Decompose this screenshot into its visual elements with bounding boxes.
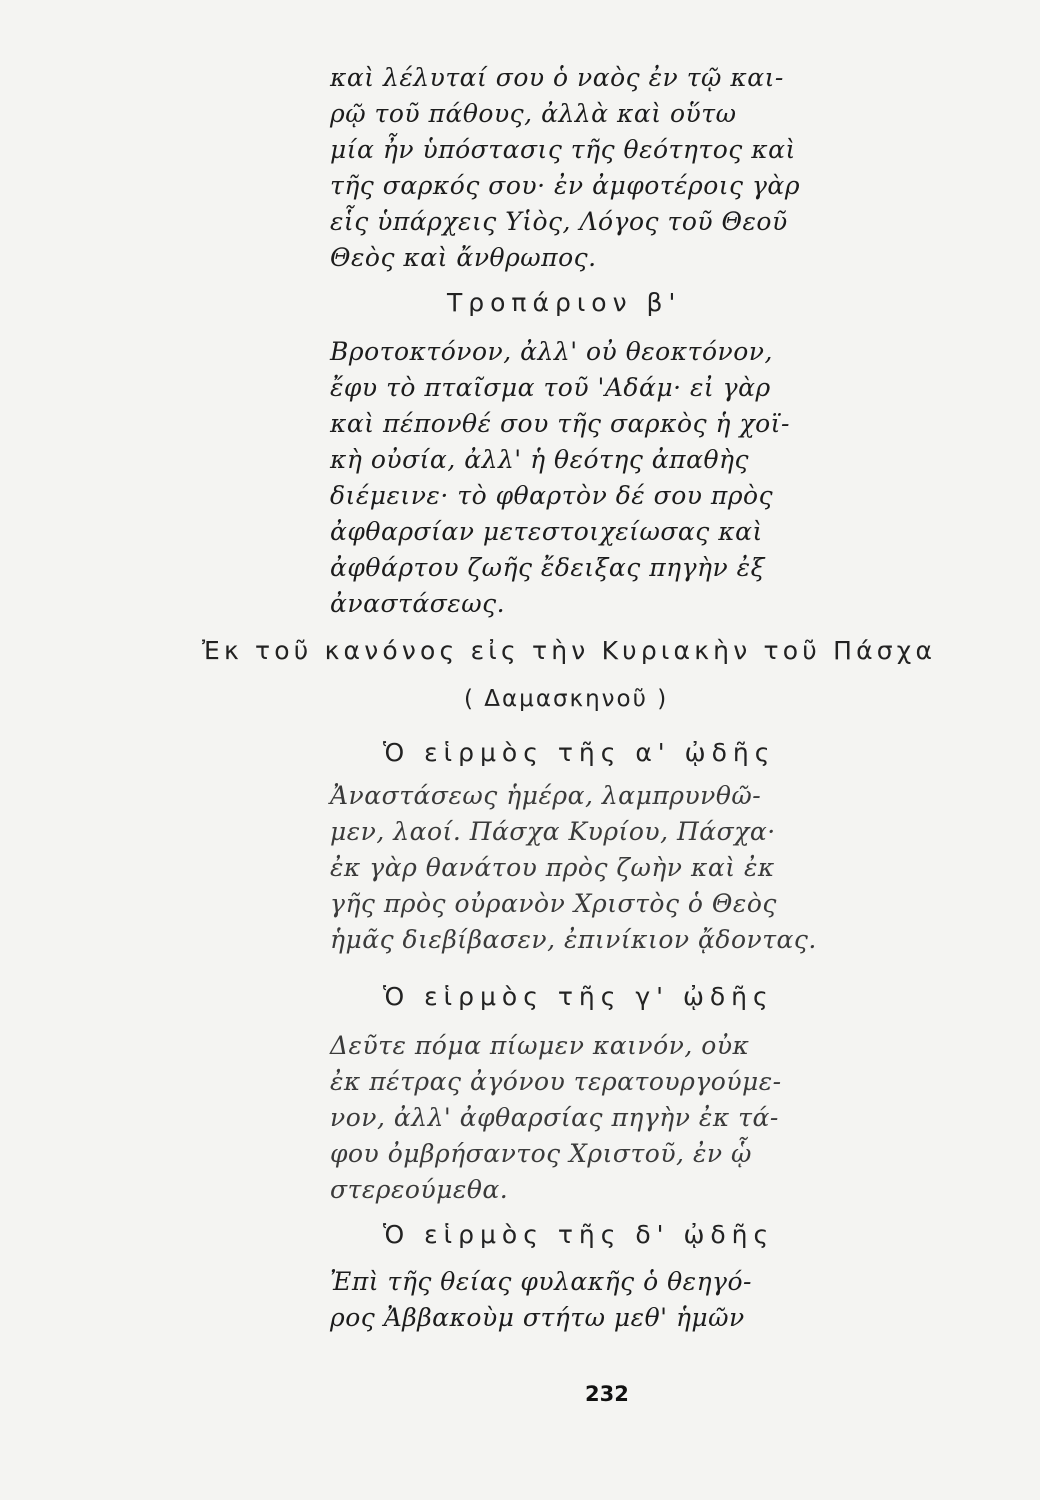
verse-line: μεν, λαοί. Πάσχα Κυρίου, Πάσχα· — [330, 817, 776, 846]
troparion-heading: Τροπάριον β' — [447, 288, 682, 317]
canon-author: ( Δαμασκηνοῦ ) — [464, 686, 669, 712]
stanza-4 — [330, 1028, 800, 1208]
canon-heading: Ἐκ τοῦ κανόνος εἰς τὴν Κυριακὴν τοῦ Πάσχα — [202, 636, 937, 665]
verse-line: ἐκ πέτρας ἀγόνου τερατουργούμε- — [330, 1067, 782, 1096]
stanza-5 — [330, 1264, 800, 1336]
stanza-3-text — [330, 778, 817, 958]
stanza-4-text — [330, 1028, 800, 1208]
verse-line: ρῷ τοῦ πάθους, ἀλλὰ καὶ οὕτω — [330, 99, 737, 128]
verse-line: ἔφυ τὸ πταῖσμα τοῦ 'Αδάμ· εἰ γὰρ — [330, 373, 771, 402]
heirmos-4-heading: Ὁ εἱρμὸς τῆς δ' ᾠδῆς — [383, 1220, 775, 1249]
verse-line: τῆς σαρκός σου· ἐν ἀμφοτέροις γὰρ — [330, 171, 801, 200]
stanza-5-text — [330, 1264, 800, 1336]
verse-line: μία ἦν ὑπόστασις τῆς θεότητος καὶ — [330, 135, 796, 164]
verse-line: Ἐπὶ τῆς θείας φυλακῆς ὁ θεηγό- — [330, 1267, 752, 1296]
stanza-1-text — [330, 60, 800, 276]
verse-line: καὶ πέπονθέ σου τῆς σαρκὸς ἡ χοϊ- — [330, 409, 790, 438]
verse-line: στερεούμεθα. — [330, 1175, 509, 1204]
verse-line: γῆς πρὸς οὐρανὸν Χριστὸς ὁ Θεὸς — [330, 889, 777, 918]
verse-line: ἀφθαρσίαν μετεστοιχείωσας καὶ — [330, 517, 763, 546]
verse-line: Θεὸς καὶ ἄνθρωπος. — [330, 243, 597, 272]
verse-line: νον, ἀλλ' ἀφθαρσίας πηγὴν ἐκ τά- — [330, 1103, 779, 1132]
stanza-2 — [330, 334, 800, 622]
verse-line: φου ὀμβρήσαντος Χριστοῦ, ἐν ᾧ — [330, 1139, 752, 1168]
stanza-3 — [330, 778, 817, 958]
verse-line: ἐκ γὰρ θανάτου πρὸς ζωὴν καὶ ἐκ — [330, 853, 775, 882]
verse-line: Ἀναστάσεως ἡμέρα, λαμπρυνθῶ- — [330, 781, 762, 810]
verse-line: καὶ λέλυταί σου ὁ ναὸς ἐν τῷ και- — [330, 63, 784, 92]
verse-line: Δεῦτε πόμα πίωμεν καινόν, οὐκ — [330, 1031, 750, 1060]
verse-line: ρος Ἀββακοὺμ στήτω μεθ' ἡμῶν — [330, 1303, 745, 1332]
verse-line: εἷς ὑπάρχεις Υἱὸς, Λόγος τοῦ Θεοῦ — [330, 207, 788, 236]
verse-line: ἡμᾶς διεβίβασεν, ἐπινίκιον ᾄδοντας. — [330, 925, 817, 954]
verse-line: ἀφθάρτου ζωῆς ἔδειξας πηγὴν ἐξ — [330, 553, 765, 582]
verse-line: διέμεινε· τὸ φθαρτὸν δέ σου πρὸς — [330, 481, 774, 510]
verse-line: κὴ οὐσία, ἀλλ' ἡ θεότης ἀπαθὴς — [330, 445, 750, 474]
stanza-2-text — [330, 334, 800, 622]
heirmos-3-heading: Ὁ εἱρμὸς τῆς γ' ᾠδῆς — [383, 982, 774, 1011]
heirmos-1-heading: Ὁ εἱρμὸς τῆς α' ᾠδῆς — [383, 738, 776, 767]
verse-line: ἀναστάσεως. — [330, 589, 506, 618]
stanza-1 — [330, 60, 800, 276]
page-number: 232 — [585, 1382, 629, 1406]
verse-line: Βροτοκτόνον, ἀλλ' οὐ θεοκτόνον, — [330, 337, 773, 366]
